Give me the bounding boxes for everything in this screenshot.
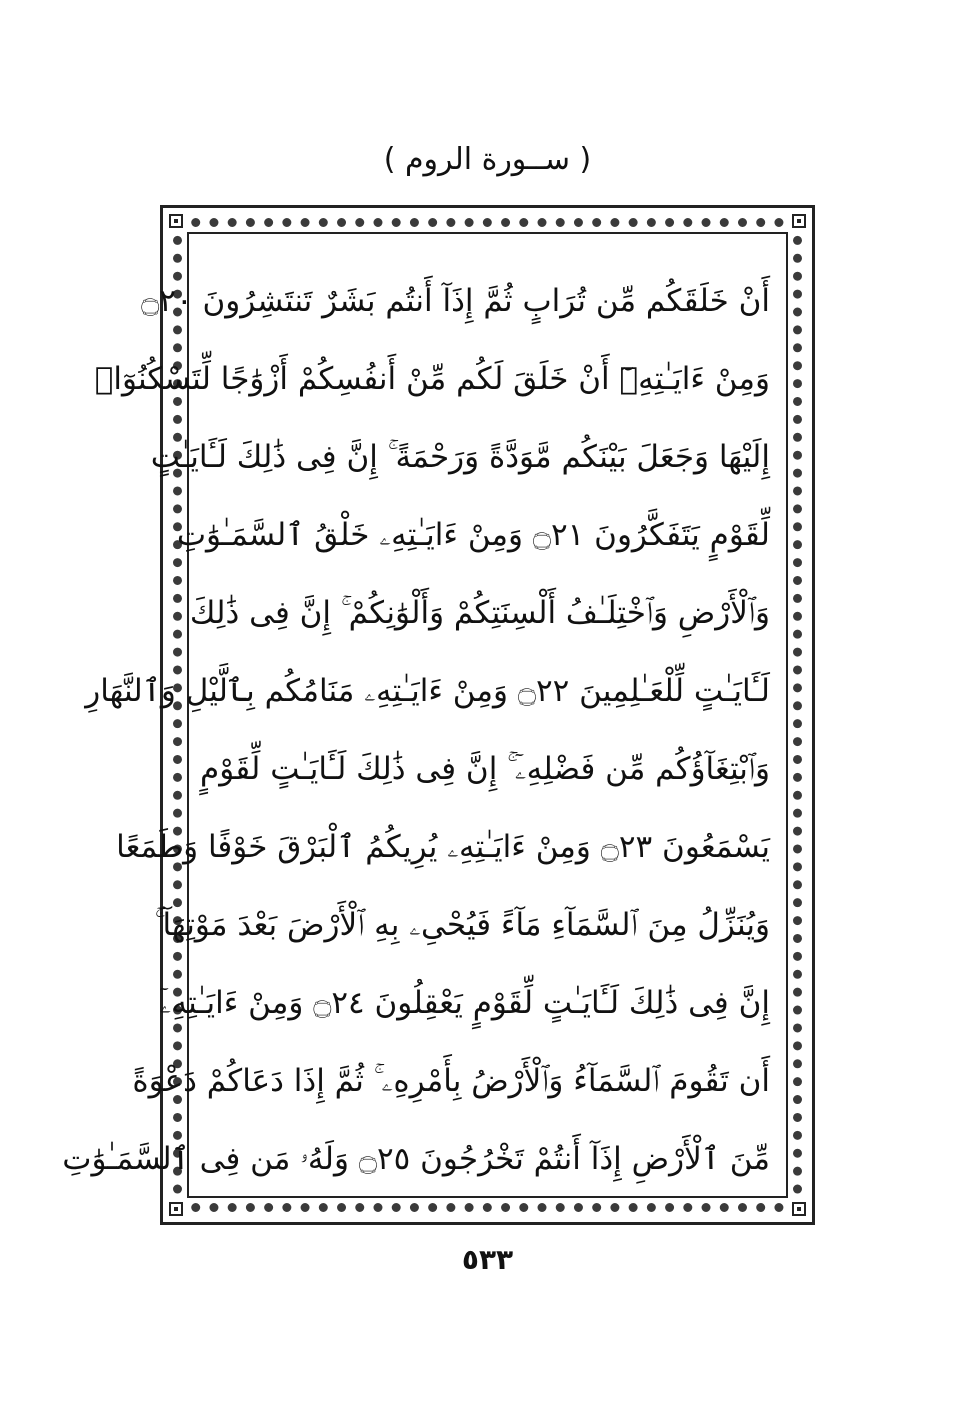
verse-line: وَٱلْأَرْضِ وَٱخْتِلَـٰفُ أَلْسِنَتِكُمْ وَأَلْوَٰنِكُمْ ۚ إِنَّ فِى ذَٰلِكَ — [189, 595, 770, 631]
surah-title: ( ســورة الروم ) — [383, 142, 592, 177]
verse-line: وَيُنَزِّلُ مِنَ ٱلسَّمَآءِ مَآءً فَيُحْىِۦ بِهِ ٱلْأَرْضَ بَعْدَ مَوْتِهَآ ۚ — [154, 907, 770, 943]
verse-line: إِلَيْهَا وَجَعَلَ بَيْنَكُم مَّوَدَّةً وَرَحْمَةً ۚ إِنَّ فِى ذَٰلِكَ لَـَٔايَـٰتٍ — [150, 439, 770, 475]
corner-ornament-icon — [792, 214, 806, 228]
verse-line: لَـَٔايَـٰتٍ لِّلْعَـٰلِمِينَ ۝٢٢ وَمِنْ ءَايَـٰتِهِۦ مَنَامُكُم بِٱلَّيْلِ وَٱلنَّهَارِ — [85, 673, 770, 709]
verse-line: يَسْمَعُونَ ۝٢٣ وَمِنْ ءَايَـٰتِهِۦ يُرِيكُمُ ٱلْبَرْقَ خَوْفًا وَطَمَعًا — [116, 829, 770, 865]
verse-line: وَمِنْ ءَايَـٰتِهِۦٓ أَنْ خَلَقَ لَكُم مِّنْ أَنفُسِكُمْ أَزْوَٰجًا لِّتَسْكُنُوٓا۟ — [94, 361, 770, 397]
verse-line: مِّنَ ٱلْأَرْضِ إِذَآ أَنتُمْ تَخْرُجُونَ ۝٢٥ وَلَهُۥ مَن فِى ٱلسَّمَـٰوَٰتِ — [62, 1141, 770, 1177]
verse-line: إِنَّ فِى ذَٰلِكَ لَـَٔايَـٰتٍ لِّقَوْمٍ يَعْقِلُونَ ۝٢٤ وَمِنْ ءَايَـٰتِهِۦٓ — [159, 985, 770, 1021]
verse-line: أَنْ خَلَقَكُم مِّن تُرَابٍ ثُمَّ إِذَآ أَنتُم بَشَرٌ تَنتَشِرُونَ ۝٢٠ — [141, 283, 770, 319]
verse-line: لِّقَوْمٍ يَتَفَكَّرُونَ ۝٢١ وَمِنْ ءَايَـٰتِهِۦ خَلْقُ ٱلسَّمَـٰوَٰتِ — [176, 517, 770, 553]
verse-text-block — [62, 262, 770, 1198]
corner-ornament-icon — [169, 1202, 183, 1216]
verse-line: أَن تَقُومَ ٱلسَّمَآءُ وَٱلْأَرْضُ بِأَمْرِهِۦ ۚ ثُمَّ إِذَا دَعَاكُمْ دَعْوَةً — [132, 1063, 770, 1099]
page-number: ٥٣٣ — [461, 1243, 514, 1276]
corner-ornament-icon — [792, 1202, 806, 1216]
verse-line: وَٱبْتِغَآؤُكُم مِّن فَضْلِهِۦٓ ۚ إِنَّ فِى ذَٰلِكَ لَـَٔايَـٰتٍ لِّقَوْمٍ — [200, 751, 770, 787]
corner-ornament-icon — [169, 214, 183, 228]
